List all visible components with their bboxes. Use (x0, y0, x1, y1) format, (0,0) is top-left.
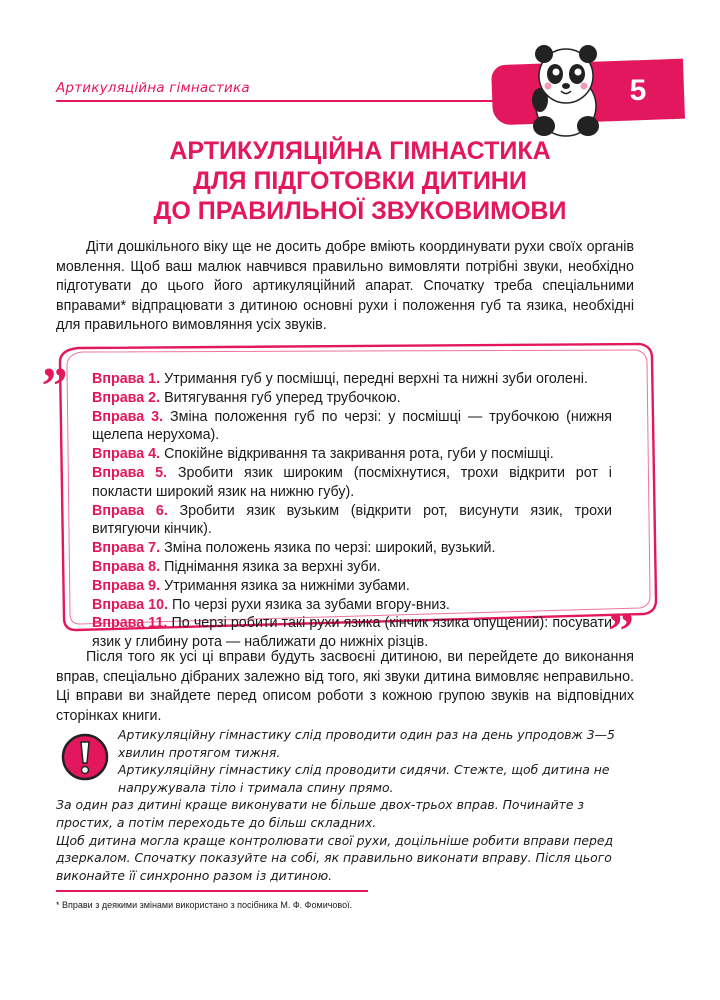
exercise-text: Піднімання язика за верхні зуби. (164, 558, 381, 575)
exercise-text: По черзі робити такі рухи язика (кінчик язика опущений): посувати язик у глибину рота — наближати до нижніх різців. (92, 615, 612, 651)
exercise-text: Зробити язик вузьким (відкрити рот, висунути язик, трохи витягуючи кінчик). (92, 502, 613, 538)
page-number: 5 (629, 74, 647, 107)
footnote-divider (56, 890, 368, 892)
tips-block (56, 726, 636, 884)
footnote: * Вправи з деякими змінами використано з посібника М. Ф. Фомичової. (56, 900, 353, 910)
exercise-item (92, 577, 612, 596)
title-line: ДО ПРАВИЛЬНОЇ ЗВУКОВИМОВИ (153, 197, 567, 225)
exercise-label: Вправа 2. (92, 389, 161, 406)
exercise-text: Витягування губ уперед трубочкою. (164, 389, 401, 406)
exercise-list (92, 370, 612, 652)
page-title (100, 136, 620, 226)
exercise-item (92, 445, 612, 464)
quote-open-icon: „ (42, 331, 68, 388)
exercise-item (92, 408, 612, 446)
exercise-text: Утримання язика за нижніми зубами. (164, 577, 410, 594)
exercise-item (92, 370, 612, 389)
exercise-text: По черзі рухи язика за зубами вгору-вниз. (172, 596, 450, 613)
tip-text: За один раз дитині краще виконувати не більше двох-трьох вправ. Починайте з простих, а потім переходьте до більш складних. (56, 797, 584, 830)
exercise-label: Вправа 1. (92, 371, 161, 387)
exercise-label: Вправа 7. (92, 540, 161, 557)
exercise-label: Вправа 6. (92, 502, 168, 519)
quote-close-icon: ” (608, 603, 634, 660)
exercise-text: Спокійне відкривання та закривання рота, губи у посмішці. (164, 446, 554, 463)
tip-text: Артикуляційну гімнастику слід проводити один раз на день упродовж 3—5 хвилин протягом тижня. (118, 727, 615, 760)
exercise-item (92, 502, 612, 540)
exercise-label: Вправа 11. (92, 615, 168, 632)
exercise-item (92, 558, 612, 577)
exercise-text: Зміна положення губ по черзі: у посмішці — трубочкою (нижня щелепа нерухома). (92, 408, 612, 444)
exercise-item (92, 389, 612, 408)
exercise-text: Зробити язик широким (посміхнутися, трохи відкрити рот і покласти широкий язик на нижню губу). (92, 464, 612, 500)
header-divider (56, 100, 526, 102)
followup-paragraph: Після того як усі ці вправи будуть засвоєні дитиною, ви перейдете до виконання вправ, спеціально дібраних залежно від того, які звуки дитина вимовляє неправильно. Ці вправи ви знайдете перед описом роботи з кожною групою звуків на відповідних сторінках книги. (56, 649, 634, 724)
intro-paragraph: Діти дошкільного віку ще не досить добре вміють координувати рухи своїх органів мовлення. Щоб ваш малюк навчився правильно вимовляти потрібні звуки, необхідно підготувати до цього його артикуляційний апарат. Спочатку треба спеціальними вправами* відпрацювати з дитиною основні рухи і положення губ та язика, необхідні для правильного вимовляння усіх звуків. (56, 239, 634, 334)
exercise-item (92, 539, 612, 558)
tip-text: Щоб дитина могла краще контролювати свої рухи, доцільніше робити вправи перед дзеркалом. Спочатку показуйте на собі, як правильно виконати вправу. Після цього виконайте її синхронно разом із дитиною. (56, 832, 614, 883)
title-line: АРТИКУЛЯЦІЙНА ГІМНАСТИКА (169, 137, 551, 165)
exercise-label: Вправа 4. (92, 446, 161, 463)
exercise-label: Вправа 10. (92, 596, 169, 613)
title-line: ДЛЯ ПІДГОТОВКИ ДИТИНИ (193, 167, 527, 195)
exercise-label: Вправа 8. (92, 558, 161, 575)
panda-illustration (520, 40, 612, 140)
exercise-item (92, 596, 612, 615)
exercise-label: Вправа 5. (92, 464, 167, 481)
tip-text: Артикуляційну гімнастику слід проводити сидячи. Стежте, щоб дитина не напружувала тіло і тримала спину прямо. (118, 762, 610, 795)
running-header: Артикуляційна гімнастика (56, 80, 250, 96)
exercise-text: Зміна положень язика по черзі: широкий, вузький. (164, 540, 496, 557)
exercise-item (92, 614, 612, 652)
exercise-label: Вправа 9. (92, 577, 161, 594)
exercise-text: Утримання губ у посмішці, передні верхні та нижні зуби оголені. (164, 371, 588, 387)
exercise-label: Вправа 3. (92, 408, 164, 425)
exercise-item (92, 464, 612, 502)
